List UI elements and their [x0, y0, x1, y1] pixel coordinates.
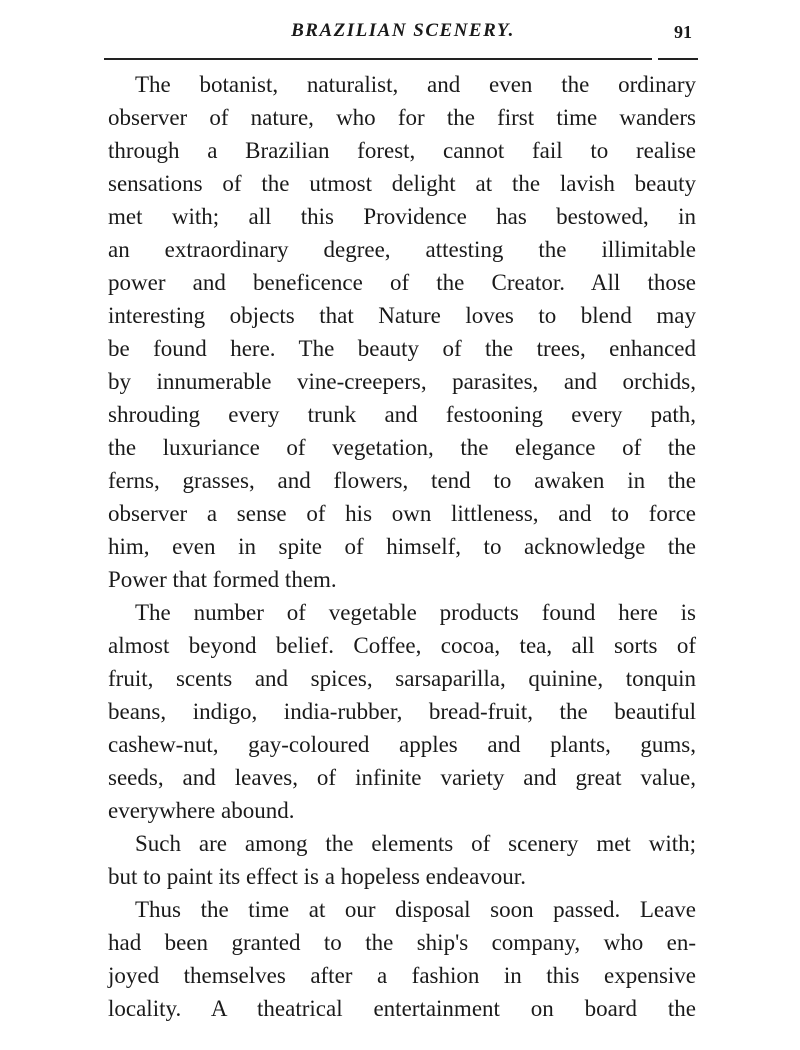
running-title: BRAZILIAN SCENERY. [291, 20, 515, 41]
paragraph [108, 893, 696, 1025]
text-line: The number of vegetable products found here is [135, 600, 696, 625]
text-line: joyed themselves after a fashion in this expensive [108, 963, 696, 988]
text-line: power and beneficence of the Creator. All those [108, 270, 696, 295]
paragraph [108, 827, 696, 893]
text-line: the luxuriance of vegetation, the elegance of the [108, 435, 696, 460]
text-line: seeds, and leaves, of infinite variety and great value, [108, 765, 696, 790]
text-line: shrouding every trunk and festooning every path, [108, 402, 696, 427]
text-line: but to paint its effect is a hopeless endeavour. [108, 864, 526, 889]
running-head [108, 20, 698, 50]
text-line: Such are among the elements of scenery met with; [135, 831, 696, 856]
text-line: everywhere abound. [108, 798, 295, 823]
text-line: interesting objects that Nature loves to blend may [108, 303, 696, 328]
text-line: through a Brazilian forest, cannot fail to realise [108, 138, 696, 163]
text-line: cashew-nut, gay-coloured apples and plants, gums, [108, 732, 696, 757]
text-line: beans, indigo, india-rubber, bread-fruit, the beautiful [108, 699, 696, 724]
text-line: almost beyond belief. Coffee, cocoa, tea, all sorts of [108, 633, 696, 658]
text-line: him, even in spite of himself, to acknowledge the [108, 534, 696, 559]
paragraph [108, 596, 696, 827]
text-line: locality. A theatrical entertainment on board the [108, 996, 696, 1021]
text-line: an extraordinary degree, attesting the illimitable [108, 237, 696, 262]
text-line: ferns, grasses, and flowers, tend to awaken in the [108, 468, 696, 493]
paragraph [108, 68, 696, 596]
text-line: sensations of the utmost delight at the lavish beauty [108, 171, 696, 196]
header-rule [104, 58, 652, 60]
text-line: had been granted to the ship's company, who en- [108, 930, 696, 955]
header-rule-tail [658, 58, 698, 60]
text-line: fruit, scents and spices, sarsaparilla, quinine, tonquin [108, 666, 696, 691]
text-line: observer a sense of his own littleness, and to force [108, 501, 696, 526]
text-line: observer of nature, who for the first time wanders [108, 105, 696, 130]
text-line: met with; all this Providence has bestowed, in [108, 204, 696, 229]
text-line: be found here. The beauty of the trees, enhanced [108, 336, 696, 361]
text-line: by innumerable vine-creepers, parasites, and orchids, [108, 369, 696, 394]
body-text [108, 68, 696, 1025]
text-line: The botanist, naturalist, and even the ordinary [135, 72, 696, 97]
text-line: Thus the time at our disposal soon passed. Leave [135, 897, 696, 922]
page-number: 91 [674, 22, 692, 42]
text-line: Power that formed them. [108, 567, 337, 592]
